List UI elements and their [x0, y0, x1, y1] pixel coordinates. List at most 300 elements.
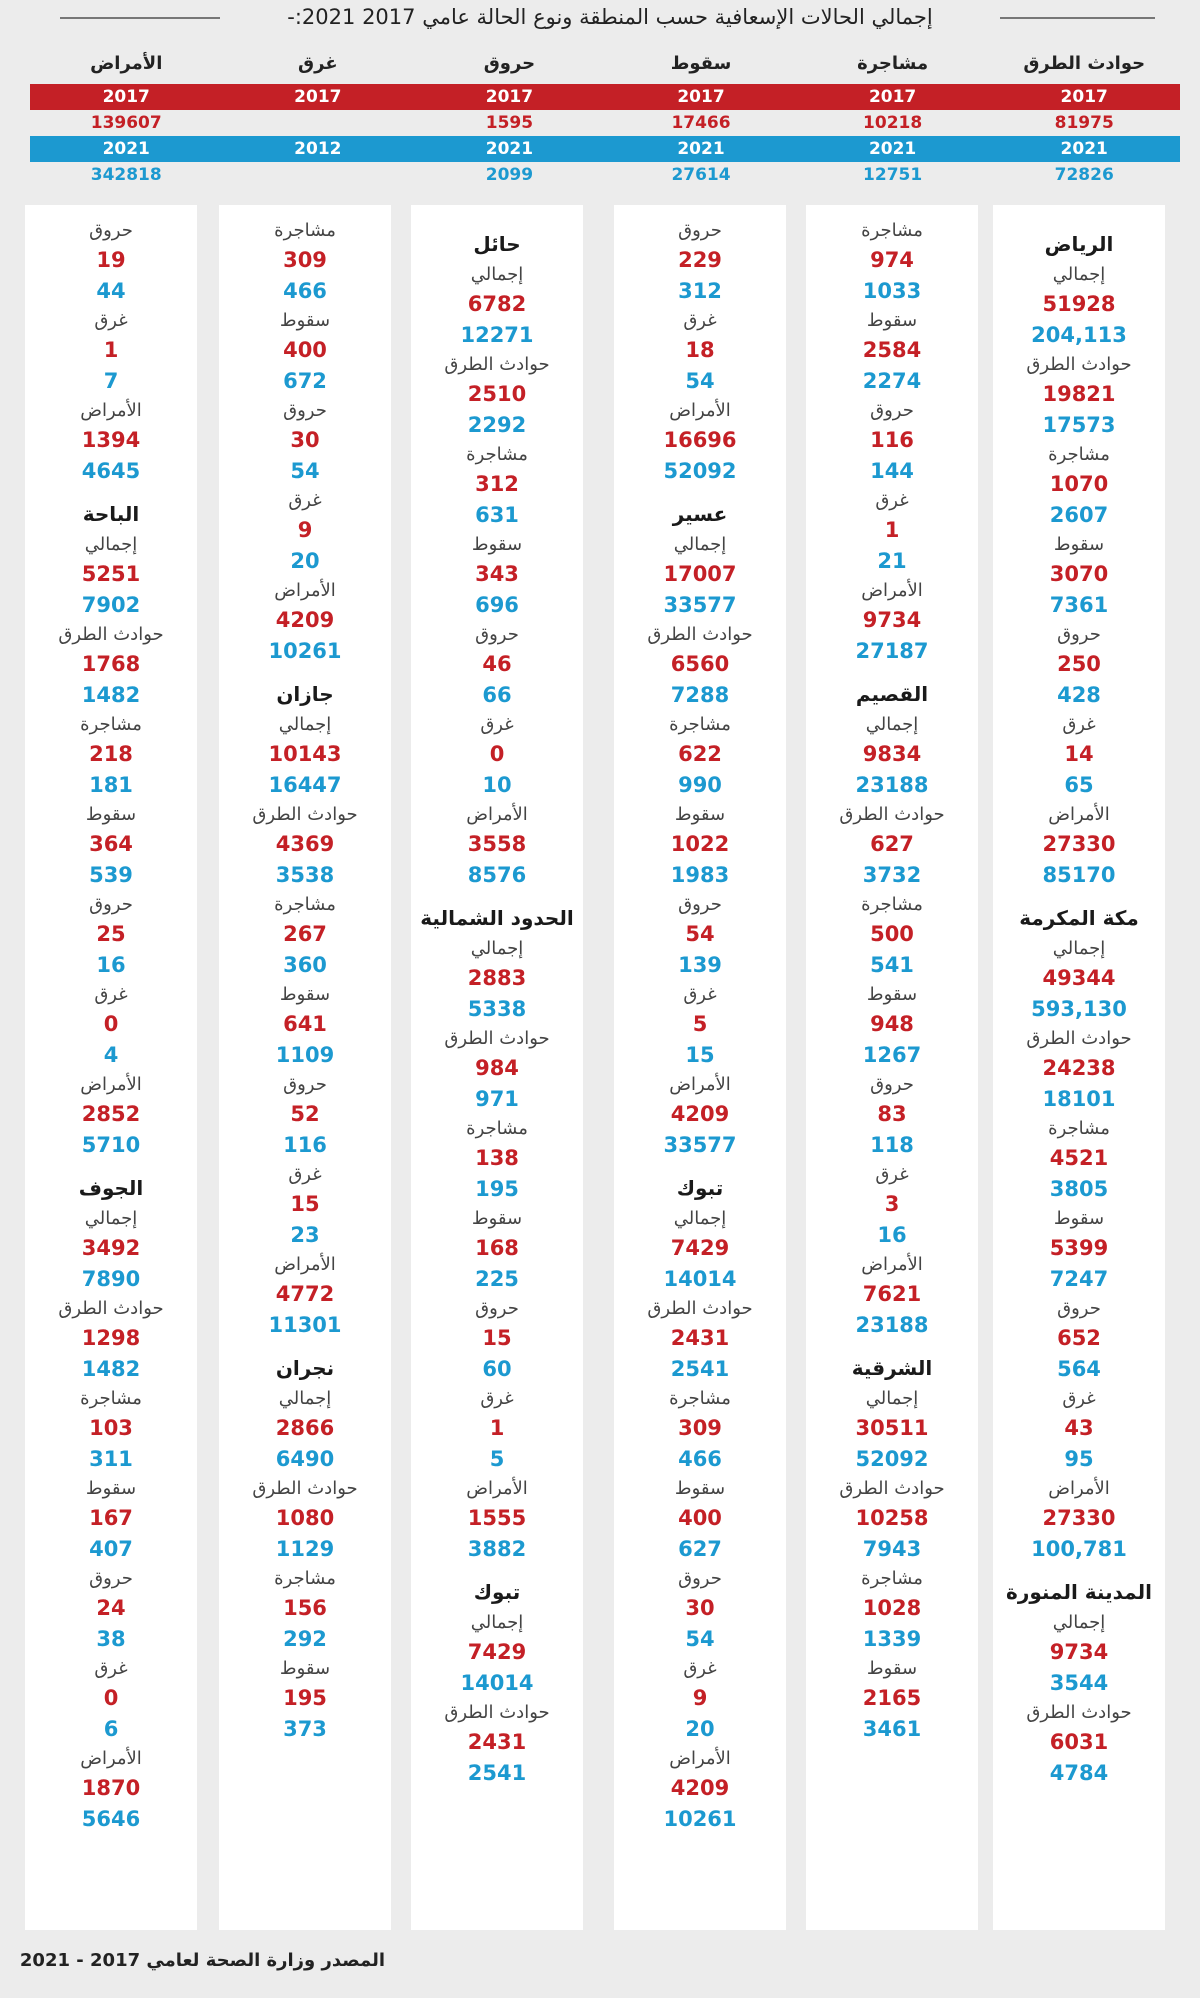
year-2021-bar	[30, 136, 1180, 162]
category-label: مشاجرة	[274, 220, 336, 241]
region-column-3	[614, 205, 786, 1930]
value-2017: 0	[103, 1686, 119, 1710]
value-2017: 30	[290, 428, 320, 452]
value-2017: 10258	[855, 1506, 929, 1530]
value-2021: 118	[870, 1133, 914, 1157]
value-2017: 52	[290, 1102, 320, 1126]
page-title: إجمالي الحالات الإسعافية حسب المنطقة ونوع الحالة عامي 2017 2021:-	[287, 5, 933, 29]
value-2021: 1983	[670, 863, 730, 887]
region-name: حائل	[473, 232, 521, 256]
value-2021: 1482	[81, 683, 141, 707]
category-label: حروق	[870, 400, 914, 421]
value-2021: 5710	[81, 1133, 141, 1157]
value-2021: 2274	[862, 369, 922, 393]
value-2021: 144	[870, 459, 914, 483]
category-label: حوادث الطرق	[444, 354, 550, 375]
value-2021: 44	[96, 279, 126, 303]
category-label: إجمالي	[865, 1388, 919, 1409]
value-2021: 971	[475, 1087, 519, 1111]
category-label: حروق	[1057, 1298, 1101, 1319]
value-2017: 9734	[1049, 1640, 1109, 1664]
value-2017: 627	[870, 832, 914, 856]
value-2021: 33577	[663, 593, 737, 617]
category-label: مشاجرة	[669, 714, 731, 735]
category-label: حوادث الطرق	[839, 804, 945, 825]
value-2017: 49344	[1042, 966, 1116, 990]
value-2017: 3558	[467, 832, 527, 856]
category-label: إجمالي	[84, 1208, 138, 1229]
value-2017: 974	[870, 248, 914, 272]
category-label: غرق	[94, 310, 128, 331]
region-column-2	[806, 205, 978, 1930]
value-2021: 627	[678, 1537, 722, 1561]
value-2017: 2866	[275, 1416, 335, 1440]
category-label: إجمالي	[470, 1612, 524, 1633]
value-2017: 54	[685, 922, 715, 946]
value-2021: 225	[475, 1267, 519, 1291]
value-2021: 7361	[1049, 593, 1109, 617]
value-2017: 9834	[862, 742, 922, 766]
value-2017: 24	[96, 1596, 126, 1620]
value-2017: 1028	[862, 1596, 922, 1620]
value-2021: 16	[96, 953, 126, 977]
value-2021: 2541	[670, 1357, 730, 1381]
year-label: 2021	[677, 139, 725, 159]
category-label: حروق	[678, 220, 722, 241]
value-2021: 23	[290, 1223, 320, 1247]
category-label: الأمراض	[80, 400, 142, 421]
value-2021: 312	[678, 279, 722, 303]
category-label: غرق	[1062, 1388, 1096, 1409]
value-2017: 2510	[467, 382, 527, 406]
value-2021: 466	[283, 279, 327, 303]
category-label: غرق	[94, 1658, 128, 1679]
category-label: غرق	[1062, 714, 1096, 735]
value-2021: 292	[283, 1627, 327, 1651]
year-label: 2012	[294, 139, 342, 159]
category-label: مشاجرة	[466, 444, 528, 465]
value-2017: 1555	[467, 1506, 527, 1530]
region-name: جازان	[276, 682, 334, 706]
category-label: الأمراض	[466, 804, 528, 825]
value-2021: 72826	[1054, 165, 1114, 185]
category-label: مشاجرة	[861, 894, 923, 915]
value-2017: 18	[685, 338, 715, 362]
value-2017: 5399	[1049, 1236, 1109, 1260]
value-2021: 3544	[1049, 1671, 1109, 1695]
value-2021: 7247	[1049, 1267, 1109, 1291]
category-label: مشاجرة	[80, 1388, 142, 1409]
value-2021: 54	[685, 1627, 715, 1651]
value-2017: 4521	[1049, 1146, 1109, 1170]
value-2021: 65	[1064, 773, 1094, 797]
category-label: حوادث الطرق	[58, 624, 164, 645]
category-label: مشاجرة	[669, 1388, 731, 1409]
value-2017: 1768	[81, 652, 141, 676]
value-2021: 54	[290, 459, 320, 483]
value-2017: 267	[283, 922, 327, 946]
category-label: الأمراض	[80, 1074, 142, 1095]
value-2021: 204,113	[1031, 323, 1127, 347]
region-name: مكة المكرمة	[1019, 906, 1139, 930]
category-label: الأمراض	[466, 1478, 528, 1499]
category-label: حروق	[89, 894, 133, 915]
value-2021: 593,130	[1031, 997, 1127, 1021]
category-label: إجمالي	[673, 1208, 727, 1229]
category-label: مشاجرة	[274, 1568, 336, 1589]
value-2017: 83	[877, 1102, 907, 1126]
value-2021: 195	[475, 1177, 519, 1201]
category-label: سقوط	[471, 534, 523, 555]
value-2021: 7288	[670, 683, 730, 707]
category-label: سقوط	[1053, 534, 1105, 555]
value-2017: 652	[1057, 1326, 1101, 1350]
value-2021: 696	[475, 593, 519, 617]
year-label: 2021	[1060, 139, 1108, 159]
category-label: حوادث الطرق	[252, 1478, 358, 1499]
region-name: القصيم	[855, 682, 929, 706]
summary-table	[30, 50, 1180, 188]
year-label: 2017	[485, 87, 534, 107]
value-2021: 311	[89, 1447, 133, 1471]
value-2017: 19821	[1042, 382, 1116, 406]
value-2017: 500	[870, 922, 914, 946]
region-name: المدينة المنورة	[1006, 1580, 1152, 1604]
value-2017: 641	[283, 1012, 327, 1036]
category-label: الأمراض	[861, 580, 923, 601]
value-2017: 1080	[275, 1506, 335, 1530]
category-label: حروق	[283, 1074, 327, 1095]
value-2017: 19	[96, 248, 126, 272]
value-2021: 10261	[663, 1807, 737, 1831]
value-2017: 1022	[670, 832, 730, 856]
value-2017: 15	[482, 1326, 512, 1350]
region-name: الحدود الشمالية	[420, 906, 574, 930]
value-2017: 51928	[1042, 292, 1116, 316]
category-label: مشاجرة	[1048, 1118, 1110, 1139]
value-2017: 1595	[485, 113, 534, 133]
summary-header: الأمراض	[90, 53, 163, 74]
value-2021: 6	[103, 1717, 119, 1741]
category-label: حوادث الطرق	[58, 1298, 164, 1319]
category-label: حروق	[283, 400, 327, 421]
value-2021: 539	[89, 863, 133, 887]
year-label: 2017	[868, 87, 917, 107]
category-label: إجمالي	[278, 714, 332, 735]
value-2017: 167	[89, 1506, 133, 1530]
value-2017: 3070	[1049, 562, 1109, 586]
value-2021: 14014	[460, 1671, 534, 1695]
category-label: الأمراض	[861, 1254, 923, 1275]
value-2017: 400	[283, 338, 327, 362]
value-2021: 7890	[81, 1267, 141, 1291]
category-label: غرق	[683, 1658, 717, 1679]
value-2021: 10261	[268, 639, 342, 663]
value-2017: 156	[283, 1596, 327, 1620]
value-2021: 38	[96, 1627, 126, 1651]
value-2021: 16447	[268, 773, 342, 797]
value-2021: 21	[877, 549, 907, 573]
category-label: سقوط	[85, 804, 137, 825]
value-2017: 3492	[81, 1236, 141, 1260]
category-label: سقوط	[471, 1208, 523, 1229]
category-label: سقوط	[279, 1658, 331, 1679]
value-2017: 24238	[1042, 1056, 1116, 1080]
value-2021: 1267	[862, 1043, 922, 1067]
value-2017: 4209	[670, 1776, 730, 1800]
category-label: حروق	[870, 1074, 914, 1095]
value-2017: 14	[1064, 742, 1094, 766]
value-2021: 17573	[1042, 413, 1116, 437]
category-label: حوادث الطرق	[647, 1298, 753, 1319]
region-name: تبوك	[676, 1176, 724, 1200]
value-2017: 16696	[663, 428, 737, 452]
value-2021: 8576	[467, 863, 527, 887]
value-2017: 2883	[467, 966, 527, 990]
category-label: حوادث الطرق	[444, 1028, 550, 1049]
value-2017: 1	[103, 338, 119, 362]
value-2017: 103	[89, 1416, 133, 1440]
summary-header: حروق	[483, 53, 536, 74]
category-label: إجمالي	[1052, 1612, 1106, 1633]
value-2021: 52092	[663, 459, 737, 483]
value-2021: 20	[290, 549, 320, 573]
region-name: الرياض	[1044, 232, 1114, 256]
value-2021: 85170	[1042, 863, 1116, 887]
summary-header: غرق	[298, 53, 338, 74]
value-2021: 27614	[671, 165, 731, 185]
value-2021: 990	[678, 773, 722, 797]
summary-headers	[30, 50, 1180, 78]
values-2017-row	[30, 110, 1180, 136]
category-label: حروق	[475, 624, 519, 645]
category-label: حروق	[475, 1298, 519, 1319]
value-2021: 3461	[862, 1717, 922, 1741]
value-2021: 181	[89, 773, 133, 797]
value-2017: 400	[678, 1506, 722, 1530]
value-2017: 1394	[81, 428, 141, 452]
region-column-4	[411, 205, 583, 1930]
category-label: الأمراض	[274, 580, 336, 601]
category-label: حوادث الطرق	[1026, 1028, 1132, 1049]
value-2021: 1129	[275, 1537, 335, 1561]
value-2021: 631	[475, 503, 519, 527]
value-2021: 4784	[1049, 1761, 1109, 1785]
category-label: حوادث الطرق	[839, 1478, 945, 1499]
category-label: الأمراض	[80, 1748, 142, 1769]
value-2021: 407	[89, 1537, 133, 1561]
value-2021: 23188	[855, 1313, 929, 1337]
category-label: الأمراض	[274, 1254, 336, 1275]
value-2021: 4	[103, 1043, 119, 1067]
value-2021: 2541	[467, 1761, 527, 1785]
category-label: مشاجرة	[466, 1118, 528, 1139]
value-2017: 10218	[863, 113, 923, 133]
value-2021: 6490	[275, 1447, 335, 1471]
value-2021: 15	[685, 1043, 715, 1067]
category-label: الأمراض	[1048, 1478, 1110, 1499]
value-2017: 168	[475, 1236, 519, 1260]
value-2017: 30511	[855, 1416, 929, 1440]
region-name: الجوف	[78, 1176, 144, 1200]
value-2021: 60	[482, 1357, 512, 1381]
value-2017: 343	[475, 562, 519, 586]
value-2021: 1339	[862, 1627, 922, 1651]
value-2017: 27330	[1042, 832, 1116, 856]
region-name: الباحة	[82, 502, 140, 526]
value-2021: 3805	[1049, 1177, 1109, 1201]
category-label: غرق	[94, 984, 128, 1005]
value-2021: 1033	[862, 279, 922, 303]
value-2021: 20	[685, 1717, 715, 1741]
value-2017: 6560	[670, 652, 730, 676]
values-2021-row	[30, 162, 1180, 188]
value-2017: 2431	[467, 1730, 527, 1754]
value-2017: 81975	[1054, 113, 1114, 133]
value-2017: 0	[489, 742, 505, 766]
category-label: الأمراض	[669, 400, 731, 421]
value-2017: 9734	[862, 608, 922, 632]
category-label: سقوط	[85, 1478, 137, 1499]
value-2021: 27187	[855, 639, 929, 663]
value-2021: 52092	[855, 1447, 929, 1471]
source-note: المصدر وزارة الصحة لعامي 2017 - 2021	[19, 1950, 385, 1971]
summary-header: سقوط	[670, 53, 732, 74]
value-2021: 139	[678, 953, 722, 977]
value-2017: 984	[475, 1056, 519, 1080]
value-2021: 5646	[81, 1807, 141, 1831]
value-2021: 4645	[81, 459, 141, 483]
value-2017: 1	[489, 1416, 505, 1440]
value-2021: 5338	[467, 997, 527, 1021]
value-2021: 360	[283, 953, 327, 977]
category-label: حوادث الطرق	[444, 1702, 550, 1723]
category-label: سقوط	[866, 310, 918, 331]
value-2017: 5	[692, 1012, 708, 1036]
summary-header: حوادث الطرق	[1023, 53, 1146, 74]
title-rule-right	[1000, 17, 1155, 19]
value-2021: 33577	[663, 1133, 737, 1157]
region-column-5	[219, 205, 391, 1930]
category-label: غرق	[683, 310, 717, 331]
value-2021: 3538	[275, 863, 335, 887]
category-label: غرق	[288, 490, 322, 511]
category-label: مشاجرة	[861, 1568, 923, 1589]
category-label: حوادث الطرق	[647, 624, 753, 645]
value-2021: 466	[678, 1447, 722, 1471]
value-2017: 948	[870, 1012, 914, 1036]
category-label: سقوط	[866, 984, 918, 1005]
value-2017: 4209	[275, 608, 335, 632]
value-2017: 7429	[467, 1640, 527, 1664]
category-label: إجمالي	[1052, 938, 1106, 959]
title-rule-left	[60, 17, 220, 19]
value-2021: 2099	[485, 165, 534, 185]
category-label: حروق	[89, 1568, 133, 1589]
value-2021: 14014	[663, 1267, 737, 1291]
value-2021: 7	[103, 369, 119, 393]
category-label: الأمراض	[669, 1748, 731, 1769]
value-2017: 139607	[90, 113, 162, 133]
year-label: 2017	[294, 87, 342, 107]
value-2017: 17007	[663, 562, 737, 586]
category-label: غرق	[288, 1164, 322, 1185]
value-2017: 364	[89, 832, 133, 856]
category-label: إجمالي	[278, 1388, 332, 1409]
value-2021: 12751	[863, 165, 923, 185]
value-2021: 66	[482, 683, 512, 707]
value-2017: 2852	[81, 1102, 141, 1126]
value-2017: 195	[283, 1686, 327, 1710]
category-label: الأمراض	[1048, 804, 1110, 825]
region-name: عسير	[672, 502, 728, 526]
value-2017: 1	[884, 518, 900, 542]
value-2021: 1109	[275, 1043, 335, 1067]
category-label: غرق	[875, 1164, 909, 1185]
year-label: 2017	[1060, 87, 1108, 107]
value-2021: 3882	[467, 1537, 527, 1561]
region-column-1	[993, 205, 1165, 1930]
category-label: إجمالي	[470, 264, 524, 285]
value-2021: 10	[482, 773, 512, 797]
value-2021: 95	[1064, 1447, 1094, 1471]
region-name: الشرقية	[851, 1356, 933, 1380]
year-label: 2021	[485, 139, 534, 159]
value-2017: 30	[685, 1596, 715, 1620]
value-2017: 43	[1064, 1416, 1094, 1440]
value-2017: 229	[678, 248, 722, 272]
value-2017: 46	[482, 652, 512, 676]
value-2017: 25	[96, 922, 126, 946]
region-name: نجران	[275, 1356, 335, 1380]
category-label: سقوط	[674, 1478, 726, 1499]
category-label: حروق	[678, 1568, 722, 1589]
category-label: مشاجرة	[80, 714, 142, 735]
value-2017: 15	[290, 1192, 320, 1216]
category-label: غرق	[480, 714, 514, 735]
value-2021: 100,781	[1031, 1537, 1127, 1561]
value-2021: 7943	[862, 1537, 922, 1561]
category-label: الأمراض	[669, 1074, 731, 1095]
value-2021: 564	[1057, 1357, 1101, 1381]
category-label: حروق	[89, 220, 133, 241]
value-2017: 2431	[670, 1326, 730, 1350]
value-2021: 3732	[862, 863, 922, 887]
value-2017: 622	[678, 742, 722, 766]
value-2017: 17466	[671, 113, 731, 133]
value-2021: 373	[283, 1717, 327, 1741]
category-label: سقوط	[1053, 1208, 1105, 1229]
category-label: سقوط	[866, 1658, 918, 1679]
category-label: مشاجرة	[274, 894, 336, 915]
value-2017: 218	[89, 742, 133, 766]
value-2017: 138	[475, 1146, 519, 1170]
region-name: تبوك	[473, 1580, 521, 1604]
value-2021: 541	[870, 953, 914, 977]
value-2021: 18101	[1042, 1087, 1116, 1111]
category-label: إجمالي	[84, 534, 138, 555]
value-2017: 7429	[670, 1236, 730, 1260]
value-2017: 9	[297, 518, 313, 542]
value-2021: 23188	[855, 773, 929, 797]
value-2017: 4772	[275, 1282, 335, 1306]
category-label: حروق	[1057, 624, 1101, 645]
value-2017: 6031	[1049, 1730, 1109, 1754]
year-label: 2017	[677, 87, 725, 107]
value-2017: 2165	[862, 1686, 922, 1710]
title-row	[0, 2, 1200, 32]
value-2021: 12271	[460, 323, 534, 347]
